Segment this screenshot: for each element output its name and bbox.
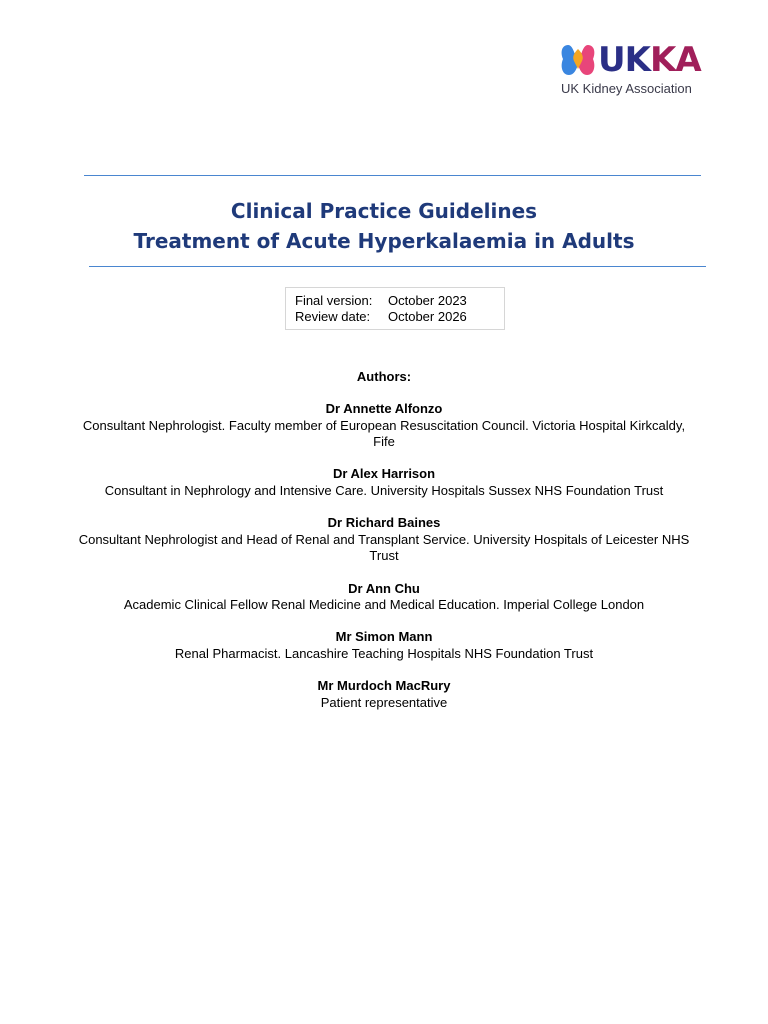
final-version-row [295, 293, 467, 309]
authors-heading: Authors: [356, 369, 412, 384]
author-entry [0, 629, 768, 662]
author-entry [0, 581, 768, 614]
ukka-logo [560, 40, 710, 100]
final-version-value: October 2023 [388, 293, 467, 308]
authors-section [0, 369, 768, 727]
review-date-label: Review date: [295, 309, 371, 324]
author-role: Renal Pharmacist. Lancashire Teaching Hospitals NHS Foundation Trust [174, 645, 594, 661]
ukka-tagline: UK Kidney Association [561, 81, 692, 96]
review-date-row [295, 309, 467, 325]
author-name: Dr Alex Harrison [332, 466, 436, 482]
title-line-1: Clinical Practice Guidelines [230, 199, 538, 223]
title-line-2: Treatment of Acute Hyperkalaemia in Adults [133, 229, 635, 253]
author-entry [0, 466, 768, 499]
title-top-rule [84, 175, 701, 176]
ukka-logo-mark-icon [560, 43, 596, 77]
author-role: Consultant Nephrologist. Faculty member of European Resuscitation Council. Victoria Hospital Kirkcaldy, Fife [82, 417, 686, 449]
author-entry [0, 401, 768, 450]
author-entry [0, 678, 768, 711]
author-name: Dr Richard Baines [327, 515, 441, 531]
title-bottom-rule [89, 266, 706, 267]
final-version-label: Final version: [295, 293, 373, 308]
review-date-value: October 2026 [388, 309, 467, 324]
author-role: Patient representative [320, 694, 448, 710]
author-entry [0, 515, 768, 564]
author-role: Academic Clinical Fellow Renal Medicine and Medical Education. Imperial College London [123, 596, 645, 612]
version-info-box [285, 287, 505, 330]
document-title [0, 196, 768, 256]
author-name: Mr Murdoch MacRury [317, 678, 451, 694]
author-role: Consultant Nephrologist and Head of Renal and Transplant Service. University Hospitals of Leicester NHS Trust [78, 531, 690, 563]
author-role: Consultant in Nephrology and Intensive Care. University Hospitals Sussex NHS Foundation Trust [104, 482, 664, 498]
author-name: Dr Ann Chu [348, 580, 420, 596]
author-name: Dr Annette Alfonzo [325, 401, 443, 417]
ukka-wordmark: UKKA [598, 40, 701, 80]
author-name: Mr Simon Mann [335, 629, 433, 645]
